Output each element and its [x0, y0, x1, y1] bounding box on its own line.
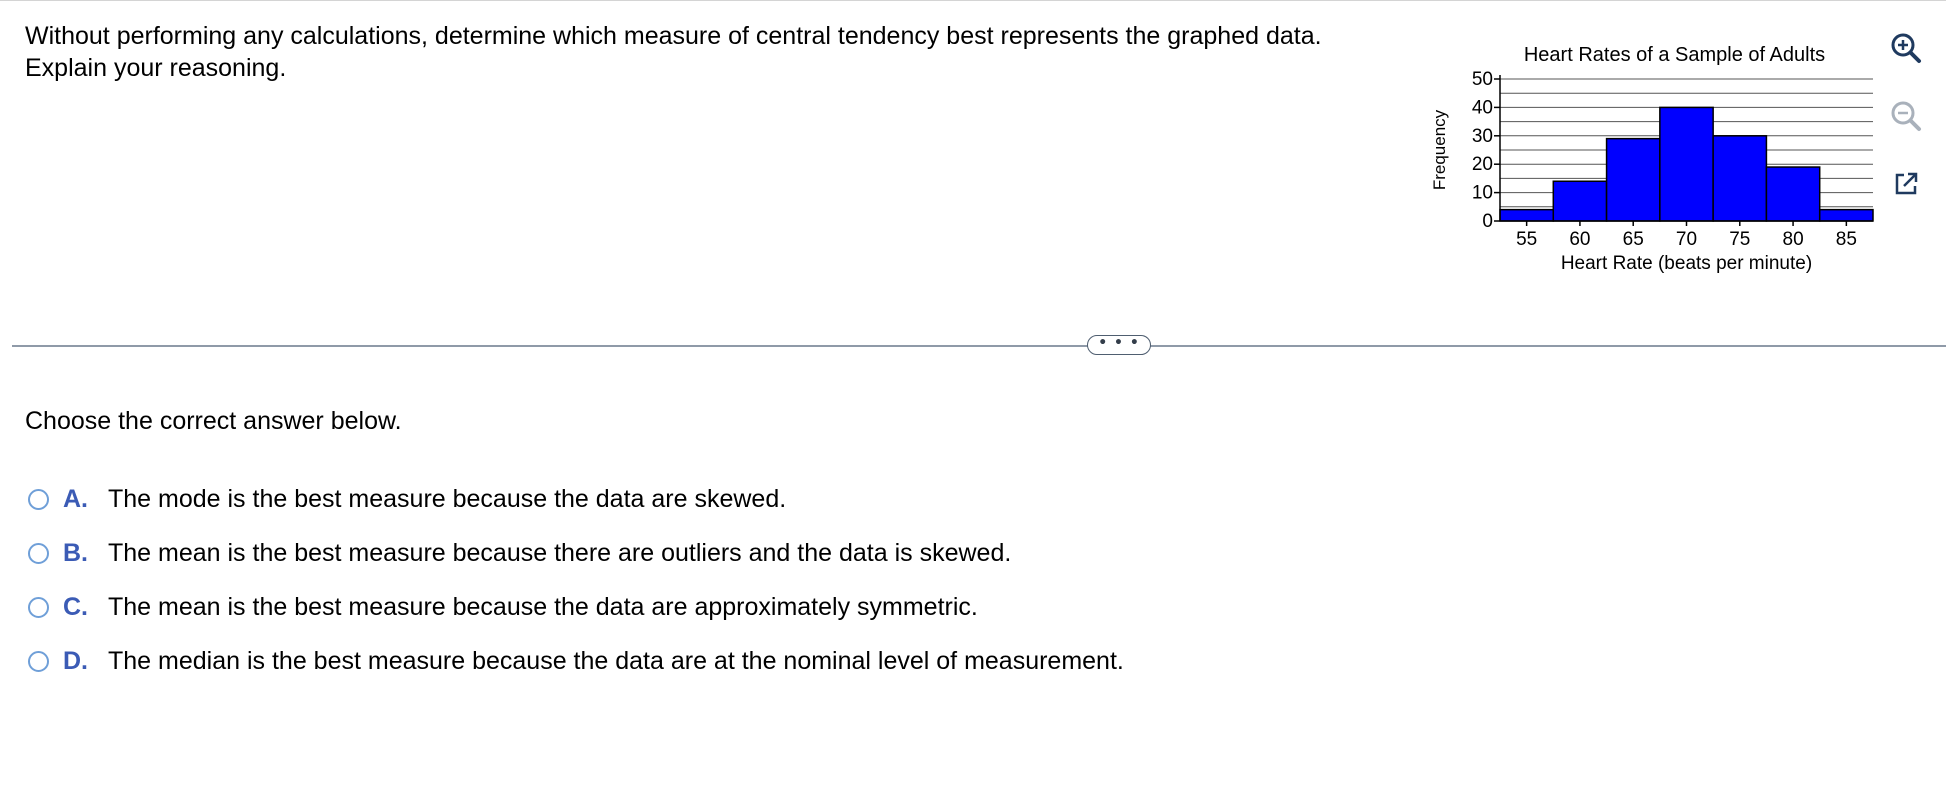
external-link-icon	[1891, 169, 1921, 199]
histogram-bar	[1500, 210, 1553, 221]
radio-button-a[interactable]	[28, 489, 49, 510]
y-tick-label: 40	[1471, 97, 1493, 119]
popout-button[interactable]	[1886, 164, 1926, 204]
histogram-bar	[1660, 107, 1713, 221]
radio-button-c[interactable]	[28, 597, 49, 618]
histogram-bar	[1607, 139, 1660, 221]
x-tick-label: 80	[1782, 229, 1804, 250]
radio-button-d[interactable]	[28, 651, 49, 672]
x-tick-label: 85	[1835, 229, 1857, 250]
option-text-d: The median is the best measure because the data are at the nominal level of measurement.	[108, 646, 1124, 675]
zoom-in-button[interactable]	[1886, 28, 1926, 68]
option-text-a: The mode is the best measure because the data are skewed.	[108, 484, 787, 513]
section-divider	[12, 345, 1946, 347]
y-axis-label: Frequency	[1430, 109, 1449, 191]
histogram-bar	[1820, 210, 1873, 221]
option-a[interactable]	[28, 481, 786, 517]
histogram-bar	[1766, 167, 1819, 221]
option-d[interactable]	[28, 643, 1124, 679]
answer-instruction: Choose the correct answer below.	[25, 407, 402, 435]
question-prompt	[25, 20, 1425, 84]
histogram-bar	[1713, 136, 1766, 221]
histogram-svg	[1420, 36, 1880, 286]
y-tick-label: 20	[1471, 154, 1493, 176]
chart-title: Heart Rates of a Sample of Adults	[1523, 44, 1826, 66]
y-tick-label: 50	[1471, 69, 1493, 90]
y-tick-label: 0	[1482, 211, 1493, 232]
magnifier-plus-icon	[1889, 31, 1923, 65]
zoom-out-button[interactable]	[1886, 96, 1926, 136]
y-tick-label: 30	[1471, 125, 1493, 147]
option-c[interactable]	[28, 589, 978, 625]
y-tick-label: 10	[1471, 182, 1493, 204]
magnifier-minus-icon	[1889, 99, 1923, 133]
x-tick-label: 65	[1622, 229, 1644, 250]
option-letter-b: B.	[63, 538, 88, 567]
option-letter-a: A.	[63, 484, 88, 513]
option-text-c: The mean is the best measure because the data are approximately symmetric.	[108, 592, 978, 621]
option-letter-d: D.	[63, 646, 88, 675]
x-tick-label: 75	[1729, 229, 1751, 250]
expand-ellipsis-button[interactable]: • • •	[1087, 335, 1151, 355]
x-tick-label: 70	[1675, 229, 1698, 250]
question-line-2: Explain your reasoning.	[25, 54, 287, 82]
histogram-chart	[1420, 36, 1880, 286]
x-tick-label: 60	[1569, 229, 1591, 250]
x-axis-label: Heart Rate (beats per minute)	[1560, 253, 1813, 274]
question-line-1: Without performing any calculations, determine which measure of central tendency best represents the graphed data.	[25, 22, 1322, 50]
option-text-b: The mean is the best measure because there are outliers and the data is skewed.	[108, 538, 1012, 567]
top-border	[0, 0, 1946, 1]
option-letter-c: C.	[63, 592, 88, 621]
option-b[interactable]	[28, 535, 1011, 571]
radio-button-b[interactable]	[28, 543, 49, 564]
histogram-bar	[1553, 181, 1606, 221]
x-tick-label: 55	[1516, 229, 1538, 250]
